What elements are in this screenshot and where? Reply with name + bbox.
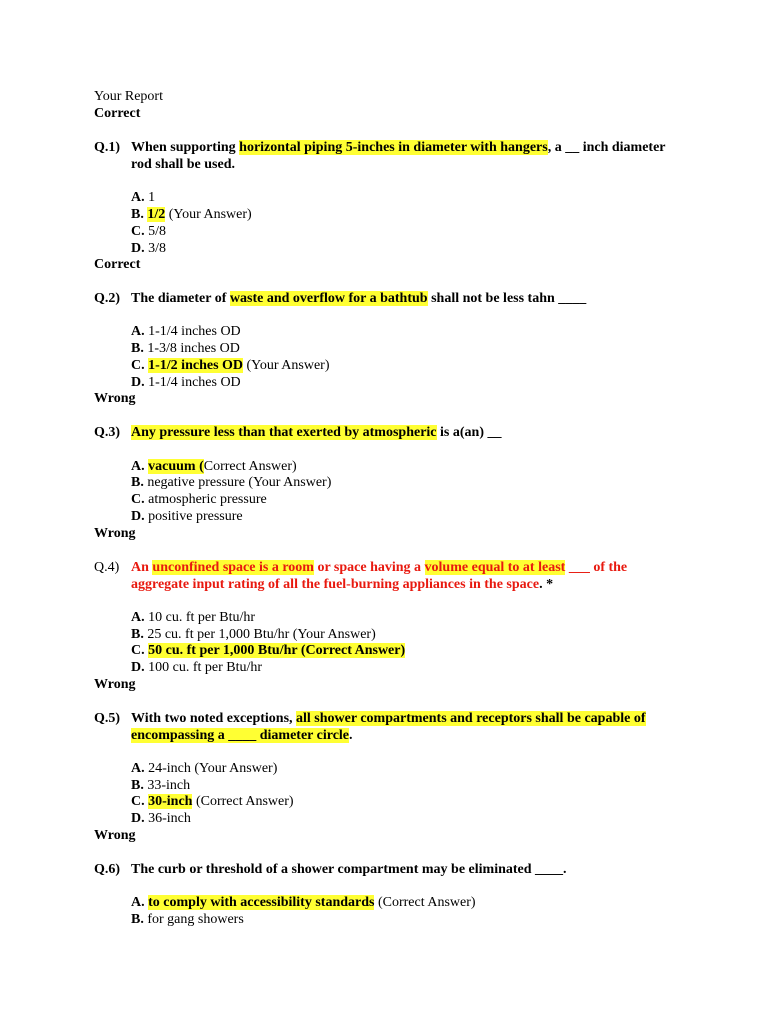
q2-number: Q.2) bbox=[94, 291, 121, 306]
q3-number: Q.3) bbox=[94, 425, 121, 440]
q3-highlight: Any pressure less than that exerted by atmospheric bbox=[131, 425, 437, 440]
q3-option-b: B. negative pressure (Your Answer) bbox=[131, 475, 332, 490]
q1-status: Correct bbox=[94, 106, 141, 121]
q3-option-a: A. vacuum (Correct Answer) bbox=[131, 459, 297, 474]
q2-text: The diameter of waste and overflow for a bathtub shall not be less tahn ____ bbox=[131, 291, 587, 306]
q2-option-c: C. 1-1/2 inches OD (Your Answer) bbox=[131, 358, 330, 373]
q1-number: Q.1) bbox=[94, 140, 121, 155]
q1-option-d: D. 3/8 bbox=[131, 241, 167, 256]
q1-highlight: horizontal piping 5-inches in diameter with hangers bbox=[239, 140, 548, 155]
q1-option-b: B. 1/2 (Your Answer) bbox=[131, 207, 252, 222]
q3-status: Wrong bbox=[94, 391, 136, 406]
q5-status: Wrong bbox=[94, 677, 136, 692]
q6-option-a: A. to comply with accessibility standards (Correct Answer) bbox=[131, 895, 476, 910]
q1-option-a: A. 1 bbox=[131, 190, 156, 205]
q3-option-c: C. atmospheric pressure bbox=[131, 492, 267, 507]
q3-option-d: D. positive pressure bbox=[131, 509, 243, 524]
q6-number: Q.6) bbox=[94, 862, 121, 877]
q4-status: Wrong bbox=[94, 526, 136, 541]
q2-status: Correct bbox=[94, 257, 141, 272]
q4-number: Q.4) bbox=[94, 560, 120, 575]
q4-highlight-2: volume equal to at least bbox=[424, 560, 566, 575]
q1-option-c: C. 5/8 bbox=[131, 224, 167, 239]
q5-option-c: C. 30-inch (Correct Answer) bbox=[131, 794, 294, 809]
q2-option-b: B. 1-3/8 inches OD bbox=[131, 341, 240, 356]
q2-option-a: A. 1-1/4 inches OD bbox=[131, 324, 241, 339]
q5-option-b: B. 33-inch bbox=[131, 778, 191, 793]
q5-option-a: A. 24-inch (Your Answer) bbox=[131, 761, 278, 776]
q4-text: An unconfined space is a room or space having a volume equal to at least ___ of the aggregate input rating of all the fuel-burning appliances in the space. * bbox=[131, 560, 628, 592]
q2-highlight: waste and overflow for a bathtub bbox=[229, 291, 428, 306]
q5-number: Q.5) bbox=[94, 711, 121, 726]
q6-status: Wrong bbox=[94, 828, 136, 843]
q4-option-a: A. 10 cu. ft per Btu/hr bbox=[131, 610, 256, 625]
q4-option-d: D. 100 cu. ft per Btu/hr bbox=[131, 660, 263, 675]
q2-option-d: D. 1-1/4 inches OD bbox=[131, 375, 241, 390]
q6-text: The curb or threshold of a shower compartment may be eliminated ____. bbox=[131, 862, 567, 877]
q5-option-d: D. 36-inch bbox=[131, 811, 191, 826]
q3-text: Any pressure less than that exerted by atmospheric is a(an) __ bbox=[131, 425, 502, 440]
q6-option-b: B. for gang showers bbox=[131, 912, 244, 927]
q4-highlight-1: unconfined space is a room bbox=[152, 560, 314, 575]
q5-text: With two noted exceptions, all shower compartments and receptors shall be capable of encompassing a ____ diameter circle. bbox=[131, 711, 646, 743]
report-title: Your Report bbox=[94, 89, 163, 104]
q4-option-c: C. 50 cu. ft per 1,000 Btu/hr (Correct Answer) bbox=[131, 643, 406, 658]
q5-highlight: all shower compartments and receptors shall be capable of encompassing a ____ diameter circle bbox=[131, 711, 646, 743]
q1-text: When supporting horizontal piping 5-inches in diameter with hangers, a __ inch diameter rod shall be used. bbox=[131, 140, 666, 172]
q4-option-b: B. 25 cu. ft per 1,000 Btu/hr (Your Answer) bbox=[131, 627, 376, 642]
